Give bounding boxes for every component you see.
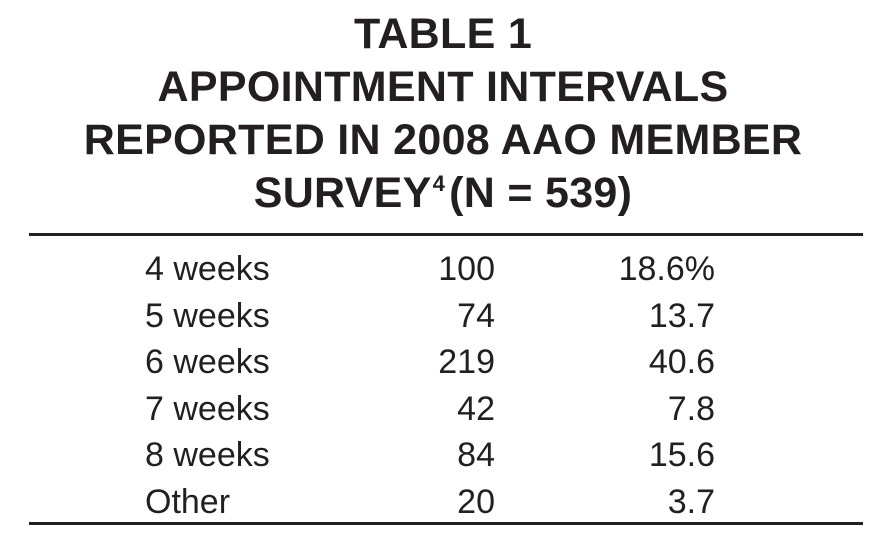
percent-value: 3.7	[667, 482, 715, 521]
footnote-reference: 4	[432, 171, 446, 196]
top-rule	[29, 233, 863, 236]
percent-value: 13.7	[648, 296, 715, 335]
interval-label: Other	[145, 482, 231, 521]
table-row	[0, 479, 886, 526]
percent-value: 15.6	[648, 436, 715, 474]
bottom-rule	[29, 522, 863, 525]
count-value: 74	[457, 296, 495, 335]
interval-label: 7 weeks	[145, 389, 270, 428]
percent-value: 40.6	[648, 343, 715, 381]
count-value: 20	[457, 482, 495, 521]
table-row	[0, 386, 886, 433]
count-value: 42	[457, 389, 495, 428]
percent-value: 18.6%	[618, 250, 715, 288]
title-line-3: REPORTED IN 2008 AAO MEMBER	[83, 116, 803, 164]
title-line-4	[0, 167, 886, 226]
interval-label: 4 weeks	[145, 250, 270, 288]
table-title	[0, 8, 886, 226]
count-value: 219	[438, 343, 495, 381]
count-value: 84	[457, 436, 495, 474]
interval-label: 5 weeks	[145, 296, 270, 335]
table-number: TABLE 1	[353, 10, 533, 58]
table-row	[0, 339, 886, 386]
table-row	[0, 432, 886, 479]
title-sample-size: (N = 539)	[449, 169, 633, 217]
title-survey-word: SURVEY	[253, 169, 432, 217]
table-body	[0, 246, 886, 525]
interval-label: 8 weeks	[145, 436, 270, 474]
table-row	[0, 293, 886, 340]
title-line-2: APPOINTMENT INTERVALS	[157, 63, 729, 111]
interval-label: 6 weeks	[145, 343, 270, 381]
percent-value: 7.8	[667, 389, 715, 428]
count-value: 100	[438, 250, 495, 288]
table-row	[0, 246, 886, 293]
